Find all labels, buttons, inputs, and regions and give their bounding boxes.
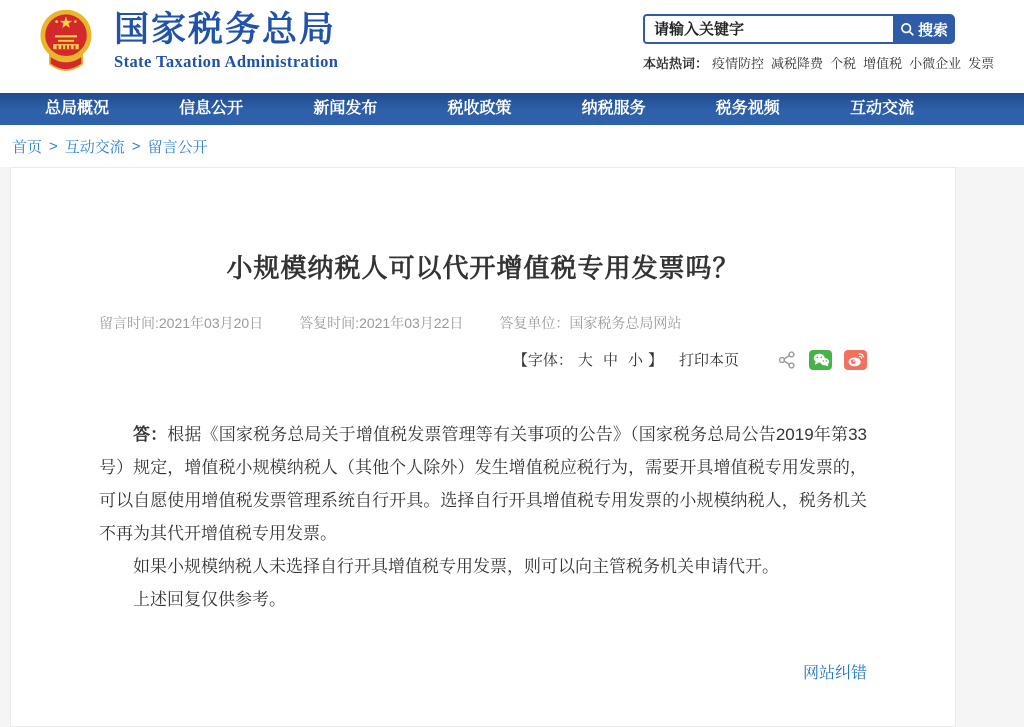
- breadcrumb-separator: >: [49, 137, 58, 155]
- share-icons: [777, 350, 867, 370]
- font-size-medium[interactable]: 中: [602, 352, 618, 369]
- hot-word-link[interactable]: 个税: [830, 56, 857, 71]
- breadcrumb-interaction[interactable]: 互动交流: [64, 138, 125, 156]
- main-nav: [0, 93, 1024, 125]
- font-size-small[interactable]: 小: [627, 352, 643, 369]
- article-meta: [99, 313, 867, 333]
- nav-item-overview[interactable]: 总局概况: [45, 100, 110, 117]
- article-paragraph: [99, 583, 867, 616]
- search-area: [643, 14, 995, 72]
- site-subtitle: State Taxation Administration: [114, 51, 339, 71]
- paragraph-text: 如果小规模纳税人未选择自行开具增值税专用发票，则可以向主管税务机关申请代开。: [133, 557, 779, 576]
- site-error-correction-link[interactable]: 网站纠错: [802, 665, 867, 682]
- paragraph-text: 根据《国家税务总局关于增值税发票管理等有关事项的公告》（国家税务总局公告2019年第33号）规定，增值税小规模纳税人（其他个人除外）发生增值税应税行为，需要开具增值税专用发票的，可以自愿使用增值税发票管理系统自行开具。选择自行开具增值税专用发票的小规模纳税人，税务机关不再为其代开增值税专用发票。: [99, 425, 867, 543]
- reply-unit: 答复单位：国家税务总局网站: [499, 315, 682, 331]
- main-area: [0, 167, 1024, 699]
- nav-item-interaction[interactable]: 互动交流: [849, 100, 914, 117]
- nav-item-tax-video[interactable]: 税务视频: [715, 100, 780, 117]
- search-button-label: 搜索: [917, 21, 948, 39]
- paragraph-text: 上述回复仅供参考。: [133, 590, 286, 609]
- article-card: [10, 167, 956, 727]
- nav-item-tax-policy[interactable]: 税收政策: [447, 100, 512, 117]
- article-paragraph: [99, 418, 867, 550]
- hot-word-link[interactable]: 疫情防控: [712, 56, 765, 71]
- font-size-label-close: 】: [647, 352, 663, 369]
- reply-time: 答复时间:2021年03月22日: [299, 315, 464, 331]
- search-input[interactable]: [643, 14, 893, 44]
- hot-words-bar: [643, 53, 995, 72]
- site-header: [0, 0, 1024, 93]
- breadcrumb-separator: >: [131, 137, 141, 155]
- font-size-large[interactable]: 大: [577, 352, 593, 369]
- share-icon[interactable]: [777, 350, 797, 370]
- hot-word-link[interactable]: 发票: [968, 56, 995, 71]
- search-icon: [900, 22, 915, 37]
- site-title: 国家税务总局: [114, 10, 337, 50]
- search-button[interactable]: [893, 14, 955, 44]
- answer-prefix: 答：: [133, 425, 168, 444]
- national-emblem-logo: [38, 8, 94, 76]
- message-time: 留言时间:2021年03月20日: [99, 315, 264, 331]
- hot-word-link[interactable]: 减税降费: [771, 56, 824, 71]
- hot-word-link[interactable]: 增值税: [863, 56, 903, 71]
- nav-item-info-disclosure[interactable]: 信息公开: [179, 100, 244, 117]
- nav-item-news[interactable]: 新闻发布: [313, 100, 378, 117]
- wechat-bubbles-glyph: [812, 352, 830, 367]
- article-tools: [99, 349, 867, 370]
- article-title: 小规模纳税人可以代开增值税专用发票吗？: [226, 253, 740, 283]
- article-paragraph: [99, 550, 867, 583]
- wechat-share-icon[interactable]: [809, 350, 832, 370]
- site-brand-link[interactable]: [38, 8, 338, 76]
- font-size-label-open: 【字体：: [512, 352, 573, 369]
- breadcrumb-message-disclosure[interactable]: 留言公开: [147, 138, 208, 156]
- weibo-share-icon[interactable]: [844, 350, 867, 370]
- hot-word-link[interactable]: 小微企业: [909, 56, 962, 71]
- breadcrumb: [0, 125, 1024, 167]
- nav-item-tax-service[interactable]: 纳税服务: [581, 100, 646, 117]
- print-page-button[interactable]: 打印本页: [678, 352, 739, 369]
- weibo-glyph: [847, 352, 865, 367]
- article-body: [99, 418, 867, 616]
- footer-link-row: [99, 660, 867, 683]
- breadcrumb-home[interactable]: 首页: [12, 138, 43, 156]
- hot-words-label: 本站热词：: [643, 56, 709, 71]
